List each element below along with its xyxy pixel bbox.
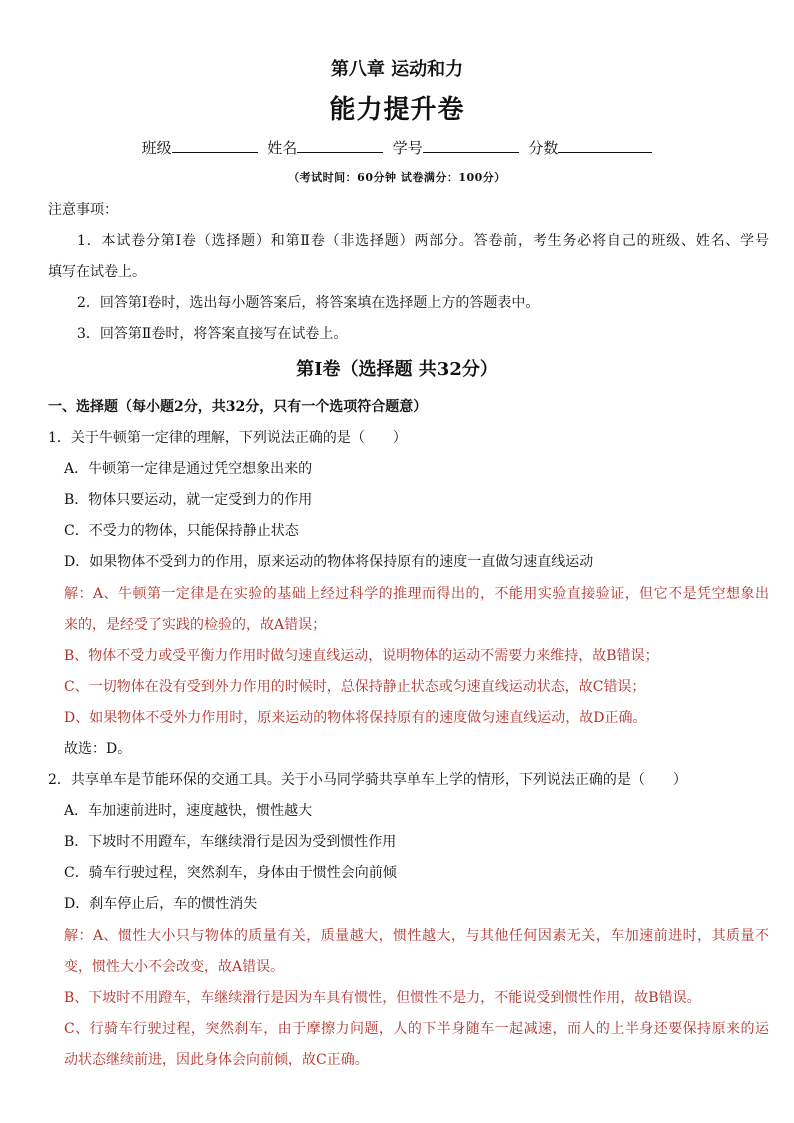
question-1-option-c[interactable]: C．不受力的物体，只能保持静止状态 xyxy=(64,523,299,539)
student-id-label: 学号 xyxy=(392,139,423,157)
note-item-3: 3．回答第Ⅱ卷时，将答案直接写在试卷上。 xyxy=(77,326,348,342)
question-2-option-d[interactable]: D．刹车停止后，车的惯性消失 xyxy=(64,896,258,912)
name-label: 姓名 xyxy=(267,139,298,157)
question-2-solution-line: 动状态继续前进，因此身体会向前倾，故C正确。 xyxy=(64,1052,369,1068)
question-1-stem: 1．关于牛顿第一定律的理解，下列说法正确的是（ ） xyxy=(48,430,407,446)
question-1-option-a[interactable]: A．牛顿第一定律是通过凭空想象出来的 xyxy=(64,461,313,477)
note-item-2: 2．回答第Ⅰ卷时，选出每小题答案后，将答案填在选择题上方的答题表中。 xyxy=(77,295,540,311)
exam-time-info: （考试时间：60分钟 试卷满分：100分） xyxy=(288,171,506,184)
question-1-solution-line: C、一切物体在没有受到外力作用的时候时，总保持静止状态或匀速直线运动状态，故C错误； xyxy=(64,679,646,695)
paper-title: 能力提升卷 xyxy=(329,95,465,125)
part-heading: 一、选择题（每小题2分，共32分，只有一个选项符合题意） xyxy=(48,399,428,415)
question-1-answer: 故选：D。 xyxy=(64,741,132,757)
question-2-solution-line: 变，惯性大小不会改变，故A错误。 xyxy=(64,959,285,975)
chapter-title: 第八章 运动和力 xyxy=(330,59,464,80)
student-info-row xyxy=(0,136,794,159)
question-2-option-a[interactable]: A．车加速前进时，速度越快，惯性越大 xyxy=(64,803,313,819)
class-blank[interactable] xyxy=(172,136,258,153)
question-2-option-b[interactable]: B．下坡时不用蹬车，车继续滑行是因为受到惯性作用 xyxy=(64,834,397,850)
note-item-1-cont: 填写在试卷上。 xyxy=(48,264,146,280)
question-1-solution-line: 解：A、牛顿第一定律是在实验的基础上经过科学的推理而得出的，不能用实验直接验证，但它不是凭空想象出 xyxy=(64,586,769,602)
question-2-solution-line: C、行骑车行驶过程，突然刹车，由于摩擦力问题，人的下半身随车一起减速，而人的上半身还要保持原来的运 xyxy=(64,1021,769,1037)
note-item-1: 1．本试卷分第Ⅰ卷（选择题）和第Ⅱ卷（非选择题）两部分。答卷前，考生务必将自己的班级、姓名、学号 xyxy=(77,233,769,249)
score-label: 分数 xyxy=(528,139,559,157)
question-2-solution-line: 解：A、惯性大小只与物体的质量有关，质量越大，惯性越大，与其他任何因素无关，车加速前进时，其质量不 xyxy=(64,928,769,944)
question-1-option-b[interactable]: B．物体只要运动，就一定受到力的作用 xyxy=(64,492,313,508)
question-1-solution-line: D、如果物体不受外力作用时，原来运动的物体将保持原有的速度做匀速直线运动，故D正确。 xyxy=(64,710,647,726)
question-2-solution-line: B、下坡时不用蹬车，车继续滑行是因为车具有惯性，但惯性不是力，不能说受到惯性作用，故B错误。 xyxy=(64,990,701,1006)
name-blank[interactable] xyxy=(297,136,383,153)
student-id-blank[interactable] xyxy=(423,136,519,153)
question-1-option-d[interactable]: D．如果物体不受到力的作用，原来运动的物体将保持原有的速度一直做匀速直线运动 xyxy=(64,554,594,570)
class-label: 班级 xyxy=(141,139,172,157)
notes-heading: 注意事项： xyxy=(48,202,118,218)
question-1-solution-line: 来的，是经受了实践的检验的，故A错误； xyxy=(64,617,327,633)
question-2-stem: 2．共享单车是节能环保的交通工具。关于小马同学骑共享单车上学的情形，下列说法正确的是（ ） xyxy=(48,772,687,788)
section-title: 第Ⅰ卷（选择题 共32分） xyxy=(296,359,498,380)
question-1-solution-line: B、物体不受力或受平衡力作用时做匀速直线运动，说明物体的运动不需要力来维持，故B错误； xyxy=(64,648,659,664)
question-2-option-c[interactable]: C．骑车行驶过程，突然刹车，身体由于惯性会向前倾 xyxy=(64,865,397,881)
score-blank[interactable] xyxy=(558,136,652,153)
